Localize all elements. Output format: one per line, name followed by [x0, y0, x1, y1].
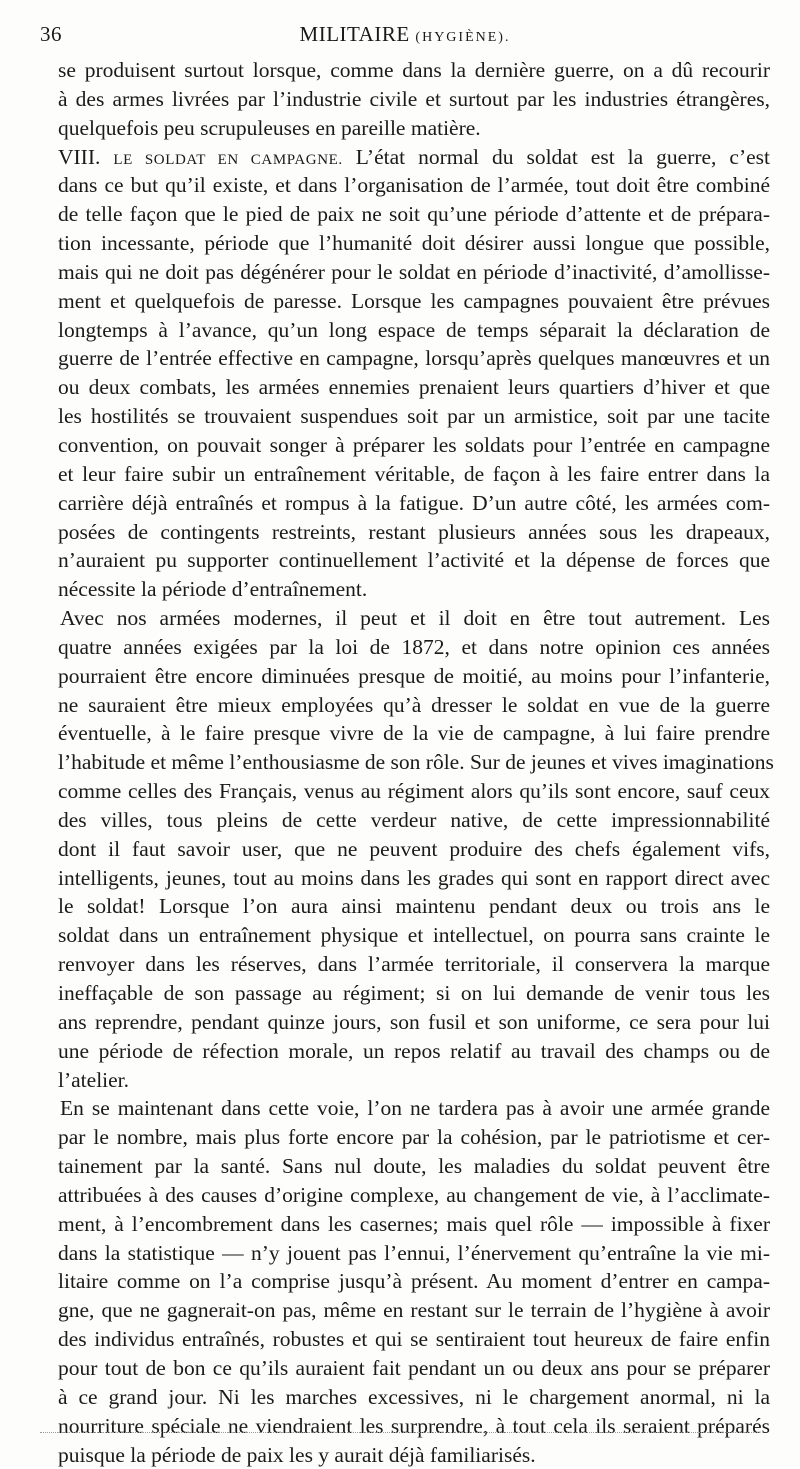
text-line: tainement par la santé. Sans nul doute, les maladies du soldat peuvent être — [58, 1152, 770, 1181]
text-line: ne sauraient être mieux employées qu’à dresser le soldat en vue de la guerre — [58, 691, 770, 720]
running-head — [40, 22, 770, 48]
text-line: litaire comme on l’a comprise jusqu’à présent. Au moment d’entrer en campa- — [58, 1267, 770, 1296]
text-line: de telle façon que le pied de paix ne soit qu’une période d’attente et de prépara- — [58, 200, 770, 229]
text-line: nourriture spéciale ne viendraient les surprendre, à tout cela ils seraient préparés — [58, 1412, 770, 1441]
text-line: dans ce but qu’il existe, et dans l’organisation de l’armée, tout doit être combiné — [58, 171, 770, 200]
body-text — [58, 56, 770, 1469]
text-line: posées de contingents restreints, restant plusieurs années sous les drapeaux, — [58, 518, 770, 547]
text-line: à des armes livrées par l’industrie civile et surtout par les industries étrangères, — [58, 85, 770, 114]
text-line: gne, que ne gagnerait-on pas, même en restant sur le terrain de l’hygiène à avoir — [58, 1296, 770, 1325]
text-line: quatre années exigées par la loi de 1872, et dans notre opinion ces années — [58, 633, 770, 662]
text-line: par le nombre, mais plus forte encore par la cohésion, par le patriotisme et cer- — [58, 1123, 770, 1152]
text-line: quelquefois peu scrupuleuses en pareille matière. — [58, 114, 770, 143]
text-line: mais qui ne doit pas dégénérer pour le soldat en période d’inactivité, d’amollisse- — [58, 258, 770, 287]
text-line: Avec nos armées modernes, il peut et il doit en être tout autrement. Les — [58, 604, 770, 633]
text-line: ment, à l’encombrement dans les casernes; mais quel rôle — impossible à fixer — [58, 1210, 770, 1239]
text-line: attribuées à des causes d’origine complexe, au changement de vie, à l’acclimate- — [58, 1181, 770, 1210]
running-title-sub: (HYGIÈNE). — [415, 30, 510, 45]
text-line: renvoyer dans les réserves, dans l’armée territoriale, il conservera la marque — [58, 950, 770, 979]
text-line: se produisent surtout lorsque, comme dans la dernière guerre, on a dû recourir — [58, 56, 770, 85]
text-line: soldat dans un entraînement physique et intellectuel, on pourra sans crainte le — [58, 921, 770, 950]
running-title — [40, 22, 770, 47]
section-text: L’état normal du soldat est la guerre, c’est — [343, 145, 770, 169]
text-line: dans la statistique — n’y jouent pas l’ennui, l’énervement qu’entraîne la vie mi- — [58, 1239, 770, 1268]
section-heading-line — [58, 143, 770, 172]
text-line: convention, on pouvait songer à préparer les soldats pour l’entrée en campagne — [58, 431, 770, 460]
text-line: ment et quelquefois de paresse. Lorsque les campagnes pouvaient être prévues — [58, 287, 770, 316]
text-line: dont il faut savoir user, que ne peuvent produire des chefs également vifs, — [58, 835, 770, 864]
text-line: l’habitude et même l’enthousiasme de son rôle. Sur de jeunes et vives imaginations — [58, 748, 770, 777]
text-line: et leur faire subir un entraînement véritable, de façon à les faire entrer dans la — [58, 460, 770, 489]
text-line: nécessite la période d’entraînement. — [58, 575, 770, 604]
text-line: ou deux combats, les armées ennemies prenaient leurs quartiers d’hiver et que — [58, 373, 770, 402]
footer-divider — [40, 1432, 760, 1433]
section-title: LE SOLDAT EN CAMPAGNE. — [113, 152, 342, 168]
text-line: des villes, tous pleins de cette verdeur native, de cette impressionnabilité — [58, 806, 770, 835]
text-line: guerre de l’entrée effective en campagne, lorsqu’après quelques manœuvres et un — [58, 344, 770, 373]
text-line: intelligents, jeunes, tout au moins dans les grades qui sont en rapport direct avec — [58, 864, 770, 893]
text-line: ans reprendre, pendant quinze jours, son fusil et son uniforme, ce sera pour lui — [58, 1008, 770, 1037]
text-line: En se maintenant dans cette voie, l’on ne tardera pas à avoir une armée grande — [58, 1094, 770, 1123]
text-line: les hostilités se trouvaient suspendues soit par un armistice, soit par une tacite — [58, 402, 770, 431]
text-line: à ce grand jour. Ni les marches excessives, ni le chargement anormal, ni la — [58, 1383, 770, 1412]
text-line: une période de réfection morale, un repos relatif au travail des champs ou de — [58, 1037, 770, 1066]
text-line: longtemps à l’avance, qu’un long espace de temps séparait la déclaration de — [58, 316, 770, 345]
text-line: l’atelier. — [58, 1066, 770, 1095]
text-line: le soldat! Lorsque l’on aura ainsi maintenu pendant deux ou trois ans le — [58, 892, 770, 921]
section-number: VIII. — [58, 145, 113, 169]
text-line: pourraient être encore diminuées presque de moitié, au moins pour l’infanterie, — [58, 662, 770, 691]
text-line: pour tout de bon ce qu’ils auraient fait pendant un ou deux ans pour se préparer — [58, 1354, 770, 1383]
page-number: 36 — [40, 22, 62, 47]
text-line: éventuelle, à le faire presque vivre de la vie de campagne, à lui faire prendre — [58, 719, 770, 748]
running-title-main: MILITAIRE — [300, 22, 410, 46]
text-line: tion incessante, période que l’humanité doit désirer aussi longue que possible, — [58, 229, 770, 258]
text-line: puisque la période de paix les y aurait déjà familiarisés. — [58, 1441, 770, 1469]
text-line: ineffaçable de son passage au régiment; si on lui demande de venir tous les — [58, 979, 770, 1008]
text-line: comme celles des Français, venus au régiment alors qu’ils sont encore, sauf ceux — [58, 777, 770, 806]
text-line: carrière déjà entraînés et rompus à la fatigue. D’un autre côté, les armées com- — [58, 489, 770, 518]
text-line: n’auraient pu supporter continuellement l’activité et la dépense de forces que — [58, 546, 770, 575]
text-line: des individus entraînés, robustes et qui se sentiraient tout heureux de faire enfin — [58, 1325, 770, 1354]
